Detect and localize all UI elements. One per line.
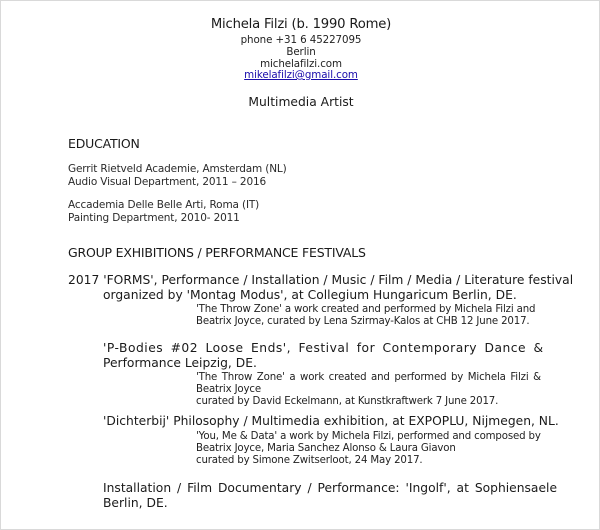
- exhibition-3-detail-3: curated by Simone Zwitserloot, 24 May 2017.: [196, 455, 423, 466]
- exhibition-1-detail-2: Beatrix Joyce, curated by Lena Szirmay-Kalos at CHB 12 June 2017.: [196, 316, 530, 327]
- phone-number: phone +31 6 45227095: [240, 34, 362, 46]
- artist-role: Multimedia Artist: [248, 95, 354, 109]
- education-heading: EDUCATION: [68, 136, 140, 151]
- email-link[interactable]: mikelafilzi@gmail.com: [244, 69, 358, 81]
- exhibition-2-detail-1: 'The Throw Zone' a work created and performed by Michela Filzi &: [196, 372, 541, 383]
- exhibition-2-title: 'P-Bodies #02 Loose Ends', Festival for Contemporary Dance &: [103, 341, 544, 355]
- education-item-2-department: Painting Department, 2010- 2011: [68, 212, 240, 224]
- exhibition-2-detail-3: curated by David Eckelmann, at Kunstkraftwerk 7 June 2017.: [196, 396, 499, 407]
- artist-name: Michela Filzi (b. 1990 Rome): [210, 17, 392, 32]
- exhibition-4-location: Berlin, DE.: [103, 496, 168, 510]
- exhibition-2-detail-2: Beatrix Joyce: [196, 384, 261, 395]
- exhibition-2-location: Performance Leipzig, DE.: [103, 356, 257, 370]
- exhibition-3-detail-1: 'You, Me & Data' a work by Michela Filzi, performed and composed by: [196, 431, 541, 442]
- city: Berlin: [286, 46, 316, 58]
- exhibition-1-organizer: organized by 'Montag Modus', at Collegium Hungaricum Berlin, DE.: [103, 288, 517, 302]
- website: michelafilzi.com: [260, 58, 342, 70]
- education-item-1-institution: Gerrit Rietveld Academie, Amsterdam (NL): [68, 163, 287, 175]
- exhibition-1-title: 2017 'FORMS', Performance / Installation / Music / Film / Media / Literature festival: [68, 273, 574, 287]
- education-item-1-department: Audio Visual Department, 2011 – 2016: [68, 176, 267, 188]
- exhibition-4-title: Installation / Film Documentary / Performance: 'Ingolf', at Sophiensaele: [103, 481, 558, 495]
- exhibitions-heading: GROUP EXHIBITIONS / PERFORMANCE FESTIVALS: [68, 245, 366, 260]
- exhibition-1-detail-1: 'The Throw Zone' a work created and performed by Michela Filzi and: [196, 304, 536, 315]
- exhibition-3-detail-2: Beatrix Joyce, Maria Sanchez Alonso & Laura Giavon: [196, 443, 456, 454]
- education-item-2-institution: Accademia Delle Belle Arti, Roma (IT): [68, 199, 260, 211]
- exhibition-3-title: 'Dichterbij' Philosophy / Multimedia exhibition, at EXPOPLU, Nijmegen, NL.: [103, 414, 559, 428]
